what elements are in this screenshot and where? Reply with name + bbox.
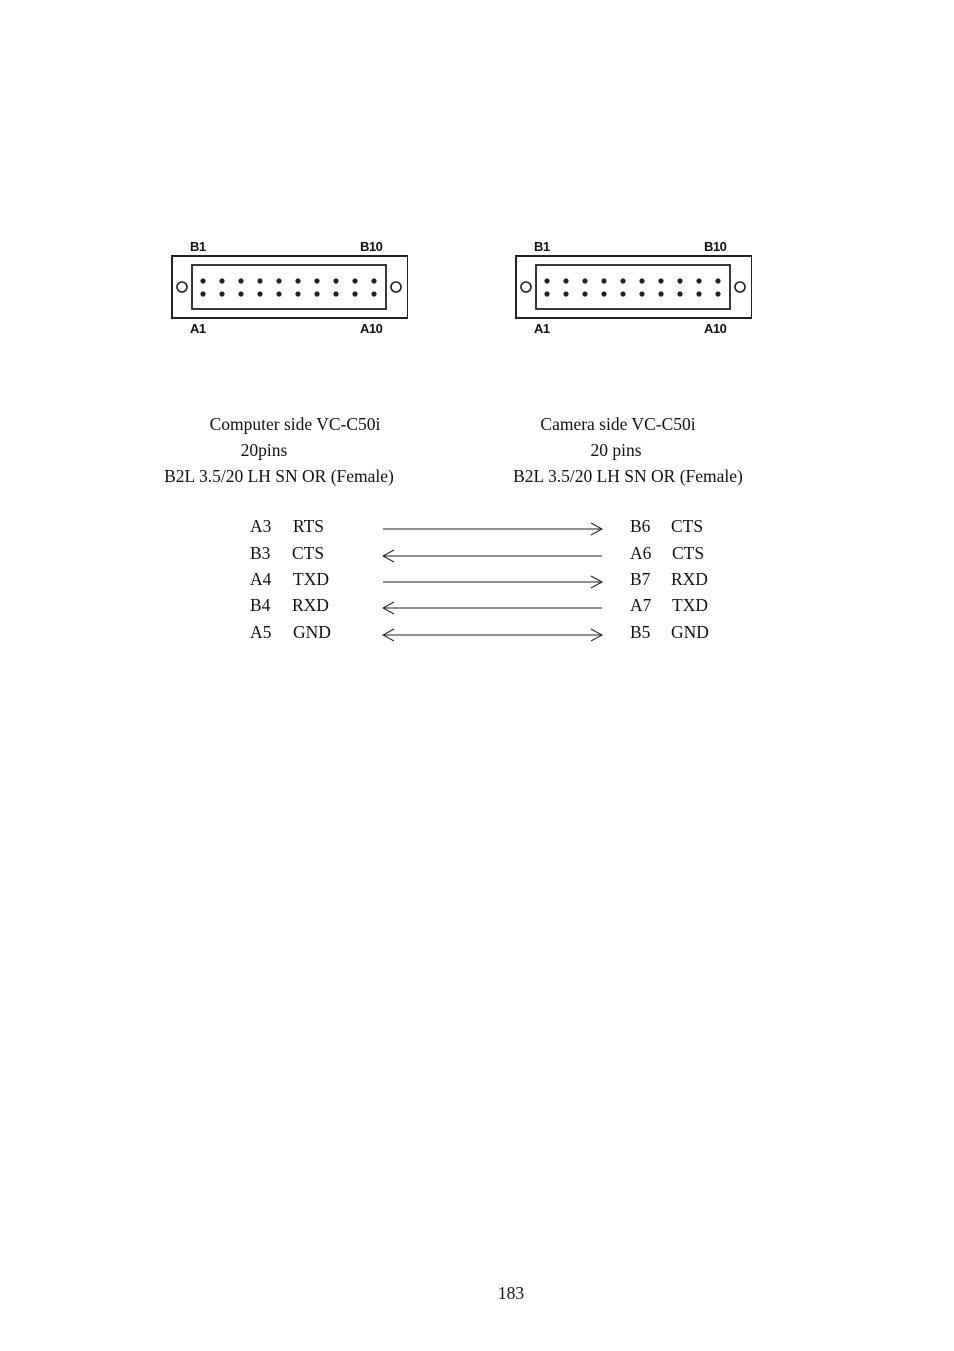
pin-dot-icon [257,291,262,296]
right-signal: CTS [671,516,704,536]
mounting-hole-icon [735,282,745,292]
pin-dot-icon [582,291,587,296]
pin-dot-icon [658,291,663,296]
camera-side-caption [458,411,798,489]
left-pin: A3 [250,516,272,536]
pin-dot-icon [639,278,644,283]
right-signal: RXD [671,569,708,589]
pin-dot-icon [219,278,224,283]
signal-row [0,569,954,595]
pin-dot-icon [601,291,606,296]
pin-dot-icon [333,278,338,283]
right-pin: B7 [630,569,651,589]
pin-dot-icon [200,278,205,283]
right-signal: CTS [672,543,705,563]
right-pin: A7 [630,595,652,615]
mounting-hole-icon [177,282,187,292]
pin-dot-icon [639,291,644,296]
camera-side-connector-diagram [512,234,752,344]
left-signal: RXD [292,595,329,615]
pin-dot-icon [276,278,281,283]
pin-dot-icon [371,291,376,296]
right-pin: B5 [630,622,651,642]
pin-dot-icon [563,278,568,283]
pin-dot-icon [677,291,682,296]
pin-dot-icon [544,291,549,296]
pin-dot-icon [295,291,300,296]
left-pin: A4 [250,569,272,589]
caption-part-number: B2L 3.5/20 LH SN OR (Female) [164,466,394,486]
arrow-right-icon [380,522,606,536]
pin-dot-icon [582,278,587,283]
caption-title: Computer side VC-C50i [209,414,381,434]
pin-dot-icon [314,278,319,283]
right-pin: A6 [630,543,652,563]
pin-label-b10: B10 [704,239,727,254]
pin-label-b1: B1 [190,239,206,254]
pin-dot-icon [601,278,606,283]
pin-dot-icon [352,291,357,296]
mounting-hole-icon [521,282,531,292]
arrow-left-icon [380,601,606,615]
pin-label-a1: A1 [190,321,206,336]
pin-dot-icon [715,278,720,283]
computer-side-caption [109,411,449,489]
pin-dot-icon [219,291,224,296]
right-pin: B6 [630,516,651,536]
pin-dot-icon [314,291,319,296]
signal-row [0,516,954,542]
right-signal: GND [671,622,709,642]
pin-dot-icon [276,291,281,296]
left-signal: TXD [293,569,329,589]
signal-row [0,543,954,569]
pin-label-a10: A10 [360,321,383,336]
pin-dot-icon [295,278,300,283]
caption-title: Camera side VC-C50i [540,414,696,434]
caption-part-number: B2L 3.5/20 LH SN OR (Female) [513,466,743,486]
pin-dot-icon [200,291,205,296]
pin-dot-icon [620,291,625,296]
left-pin: A5 [250,622,272,642]
arrow-bidirectional-icon [380,628,606,642]
caption-pin-count: 20 pins [590,440,642,460]
pin-dot-icon [371,278,376,283]
left-signal: RTS [293,516,325,536]
computer-side-connector-diagram [168,234,408,344]
right-signal: TXD [672,595,708,615]
pin-dot-icon [238,291,243,296]
left-pin: B4 [250,595,271,615]
pin-label-a10: A10 [704,321,727,336]
arrow-right-icon [380,575,606,589]
arrow-left-icon [380,549,606,563]
pin-dot-icon [544,278,549,283]
left-signal: GND [293,622,331,642]
page-number: 183 [497,1283,525,1303]
mounting-hole-icon [391,282,401,292]
pin-dot-icon [715,291,720,296]
pin-dot-icon [257,278,262,283]
signal-row [0,622,954,648]
pin-dot-icon [696,278,701,283]
pin-dot-icon [238,278,243,283]
pin-label-a1: A1 [534,321,550,336]
left-pin: B3 [250,543,271,563]
pin-dot-icon [658,278,663,283]
caption-pin-count: 20pins [240,440,288,460]
pin-label-b10: B10 [360,239,383,254]
pin-dot-icon [352,278,357,283]
pin-label-b1: B1 [534,239,550,254]
pin-dot-icon [696,291,701,296]
left-signal: CTS [292,543,325,563]
pin-dot-icon [620,278,625,283]
signal-row [0,595,954,621]
pin-dot-icon [333,291,338,296]
pin-dot-icon [563,291,568,296]
pin-dot-icon [677,278,682,283]
